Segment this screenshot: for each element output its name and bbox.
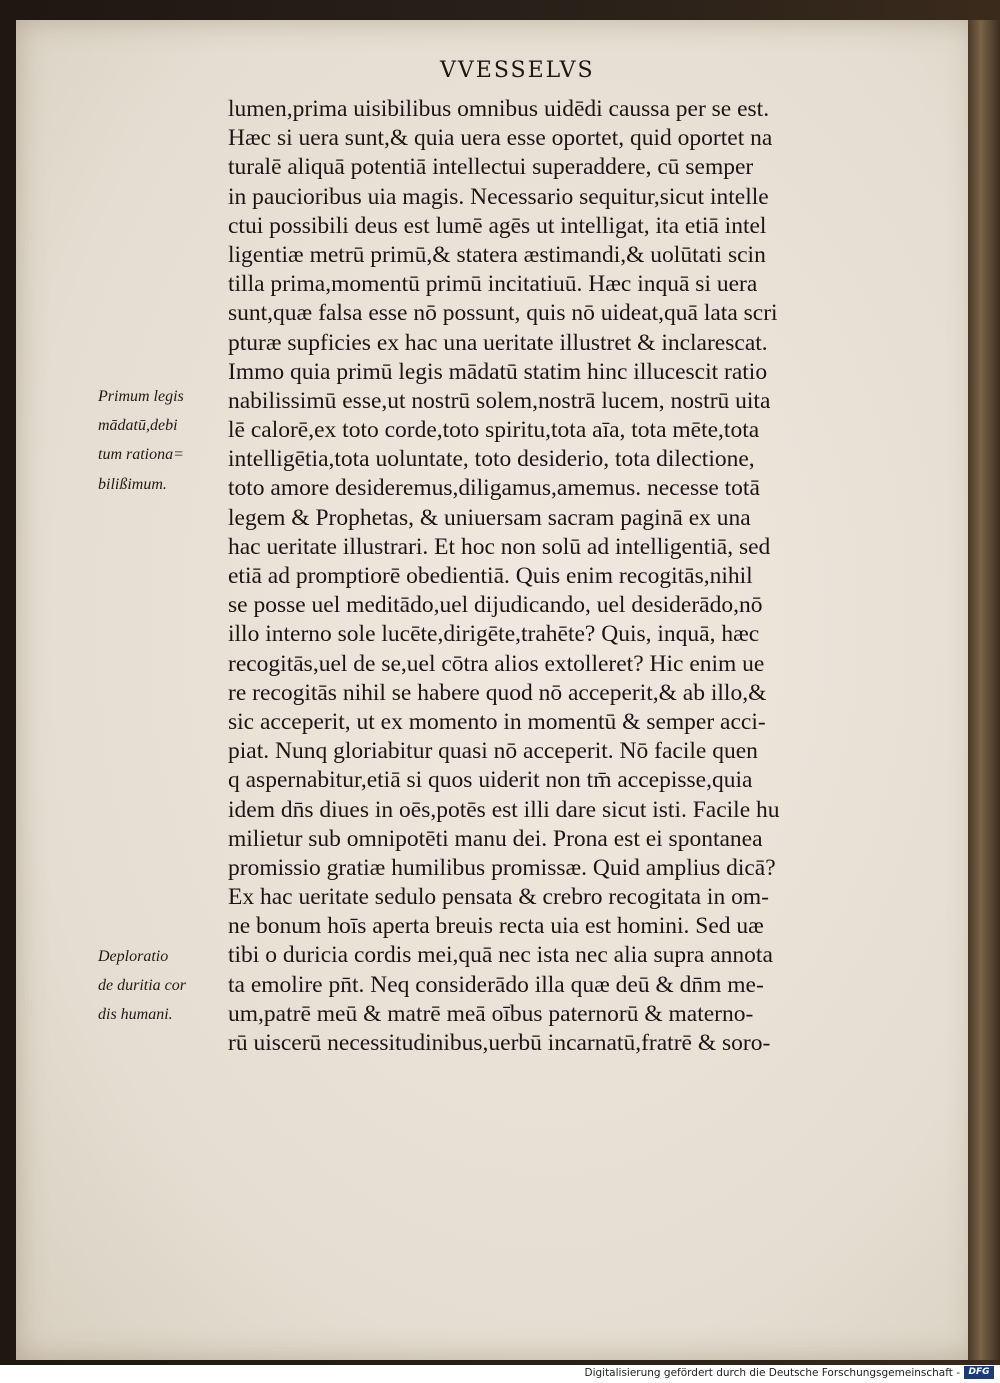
text-line: illo interno sole lucēte,dirigēte,trahēte? Quis, inquā, hæc: [228, 621, 760, 648]
running-head: VVESSELVS: [440, 58, 595, 83]
text-line: re recogitās nihil se habere quod nō acceperit,& ab illo,&: [228, 679, 767, 706]
marginal-note-deploratio: [98, 942, 226, 1030]
funding-credit: Digitalisierung gefördert durch die Deutsche Forschungsgemeinschaft -: [584, 1367, 960, 1379]
text-line: idem dn̄s diues in oēs,potēs est illi dare sicut isti. Facile hu: [228, 796, 780, 823]
text-line: tibi o duricia cordis mei,quā nec ista nec alia supra annota: [228, 942, 773, 969]
text-line: tilla prima,momentū primū incitatiuū. Hæc inquā si uera: [228, 271, 758, 298]
text-line: Ex hac ueritate sedulo pensata & crebro recogitata in om-: [228, 884, 769, 911]
marginal-note-line: Deploratio: [98, 948, 169, 965]
text-line: lē calorē,ex toto corde,toto spiritu,tota aīa, tota mēte,tota: [228, 417, 760, 444]
dfg-logo: DFG: [964, 1366, 994, 1379]
text-line: lumen,prima uisibilibus omnibus uidēdi caussa per se est.: [228, 96, 770, 122]
marginal-note-line: Primum legis: [98, 388, 184, 405]
text-line: hac ueritate illustrari. Et hoc non solū ad intelligentiā, sed: [228, 533, 771, 560]
text-line: milietur sub omnipotēti manu dei. Prona est ei spontanea: [228, 825, 763, 852]
text-line: Immo quia primū legis mādatū statim hinc illucescit ratio: [228, 358, 768, 385]
marginal-note-first-commandment: [98, 382, 226, 499]
body-text: [228, 95, 900, 1058]
text-line: promissio gratiæ humilibus promissæ. Quid amplius dicā?: [228, 854, 776, 881]
text-line: um,patrē meū & matrē meā oībus paternorū & materno-: [228, 1000, 754, 1027]
text-line: ligentiæ metrū primū,& statera æstimandi,& uolūtati scin: [228, 241, 766, 268]
text-line: sic acceperit, ut ex momento in momentū & semper acci-: [228, 708, 766, 735]
text-line: in paucioribus uia magis. Necessario sequitur,sicut intelle: [228, 183, 769, 210]
text-line: q aspernabitur,etiā si quos uiderit non tm̄ accepisse,quia: [228, 767, 753, 794]
text-line: etiā ad promptiorē obedientiā. Quis enim recogitās,nihil: [228, 563, 753, 589]
text-line: legem & Prophetas, & uniuersam sacram paginā ex una: [228, 504, 751, 531]
text-line: turalē aliquā potentiā intellectui superaddere, cū semper: [228, 154, 754, 181]
page-gutter-edge: [968, 20, 1000, 1360]
text-line: intelligētia,tota uoluntate, toto desiderio, tota dilectione,: [228, 446, 755, 473]
text-line: sunt,quæ falsa esse nō possunt, quis nō uideat,quā lata scri: [228, 300, 778, 327]
text-line: pturæ supficies ex hac una ueritate illustret & inclarescat.: [228, 329, 768, 356]
marginal-note-line: mādatū,debi: [98, 417, 178, 435]
marginal-note-line: dis humani.: [98, 1006, 173, 1024]
marginal-note-line: tum rationa=: [98, 446, 184, 464]
marginal-note-line: bilißimum.: [98, 475, 167, 493]
text-line: ta emolire pn̄t. Neq considerādo illa quæ deū & dn̄m me-: [228, 971, 764, 998]
text-line: recogitās,uel de se,uel cōtra alios extolleret? Hic enim ue: [228, 650, 765, 677]
text-line: ne bonum hoīs aperta breuis recta uia est homini. Sed uæ: [228, 913, 764, 940]
marginal-note-line: de duritia cor: [98, 977, 186, 995]
text-line: toto amore desideremus,diligamus,amemus. necesse totā: [228, 475, 760, 502]
text-line: Hæc si uera sunt,& quia uera esse oportet, quid oportet na: [228, 125, 773, 152]
text-line: piat. Nunq gloriabitur quasi nō acceperit. Nō facile quen: [228, 738, 758, 765]
text-line: ctui possibili deus est lumē agēs ut intelligat, ita etiā intel: [228, 212, 767, 239]
text-line: rū uiscerū necessitudinibus,uerbū incarnatū,fratrē & soro-: [228, 1030, 771, 1056]
text-line: nabilissimū esse,ut nostrū solem,nostrā lucem, nostrū uita: [228, 387, 771, 414]
text-line: se posse uel meditādo,uel dijudicando, uel desiderādo,nō: [228, 592, 763, 619]
